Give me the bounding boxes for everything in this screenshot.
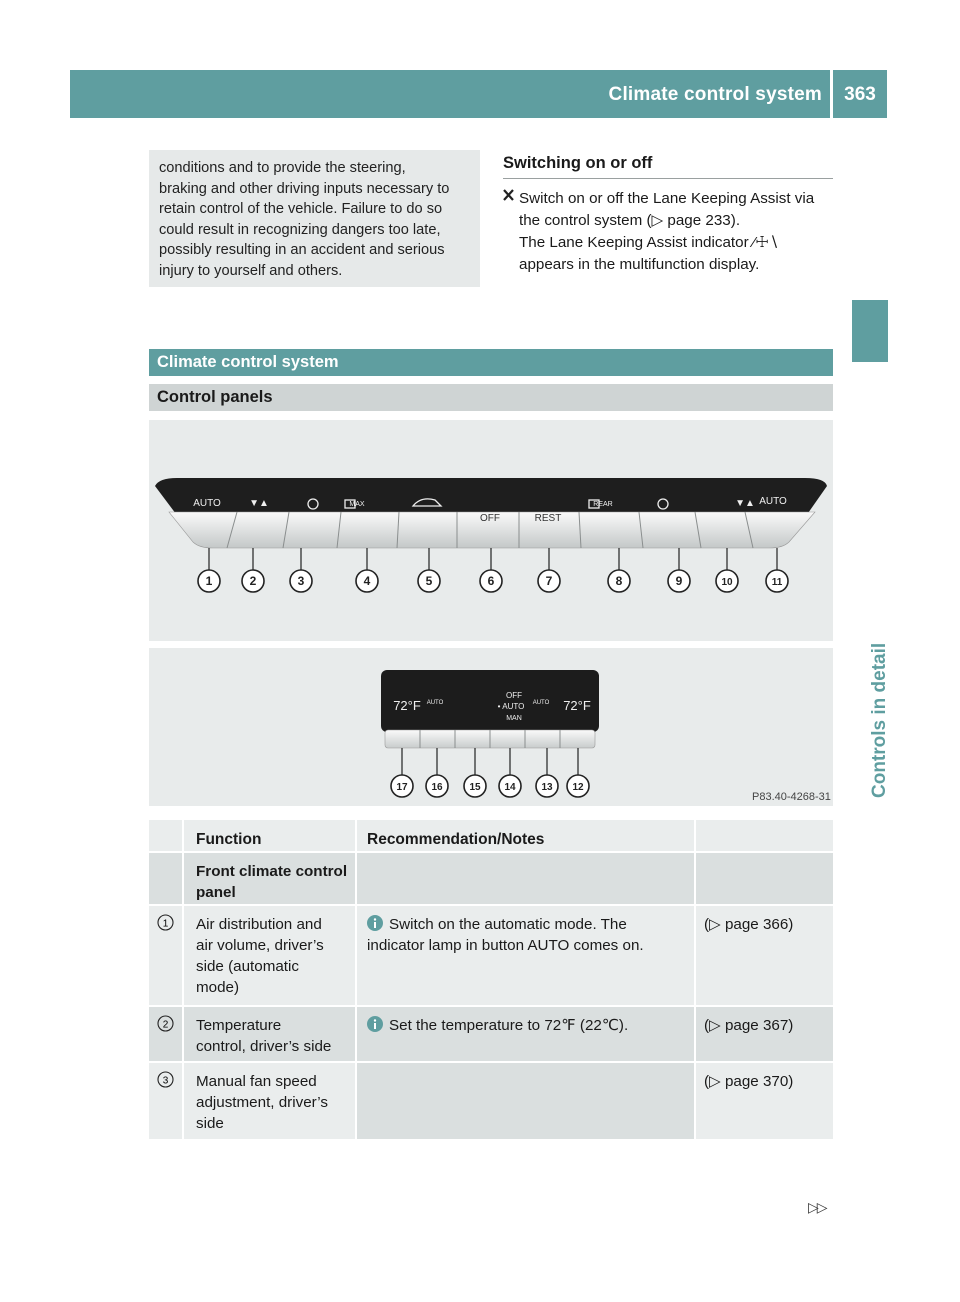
svg-text:6: 6 [487,574,495,588]
rear-auto-right: AUTO [532,700,550,706]
continue-arrows: ▷▷ [808,1199,826,1215]
rear-temp-left: 72°F [393,698,421,713]
svg-text:3: 3 [297,574,305,588]
chapter-tab-label: Controls in detail [869,642,890,798]
table-row [149,1063,833,1139]
table-row [149,906,833,1005]
svg-text:15: 15 [469,782,481,793]
figure-code: P83.40-4268-31 [752,791,831,803]
row-function: Manual fan speed adjustment, driver’s side [196,1073,328,1132]
switching-step: Switch on or off the Lane Keeping Assist via the control system (▷ page 233). The Lane Keeping Assist indicator ⁄☩∖ appears in the multifunction display. [519,190,815,273]
front-panel-svg [149,420,833,641]
header-function: Function [196,831,262,848]
svg-text:3: 3 [162,1075,169,1087]
subsection-header: Control panels [149,384,833,411]
row-page-ref: (▷ page 366) [704,916,794,933]
rear-panel-svg [149,648,833,806]
page-number: 363 [844,84,876,105]
svg-text:8: 8 [615,574,623,588]
step-arrow-icon [503,188,514,204]
row-page-ref: (▷ page 370) [704,1073,794,1090]
svg-text:10: 10 [721,577,733,588]
btn-rear: REAR [593,501,613,508]
switching-heading: Switching on or off [503,154,653,172]
svg-text:4: 4 [363,574,371,588]
heading-rule [503,178,833,179]
svg-text:9: 9 [675,574,683,588]
svg-text:12: 12 [572,782,584,793]
svg-text:5: 5 [425,574,433,588]
btn-temp-right: ▼▲ [735,498,755,509]
table-row [149,1007,833,1061]
btn-rest: REST [534,513,562,524]
svg-text:11: 11 [771,577,783,588]
btn-off: OFF [480,513,500,524]
group-label: Front climate control panel [196,863,348,901]
front-control-panel-illustration [149,420,833,641]
btn-auto-right: AUTO [759,496,787,507]
rear-mode-man: MAN [506,715,522,722]
callout-number-icon [157,1071,174,1088]
svg-text:17: 17 [396,782,408,793]
header-notes: Recommendation/Notes [367,831,545,848]
warning-box [149,150,480,287]
warning-text: conditions and to provide the steering, braking and other driving inputs necessary to retain control of the vehicle. Failure to do so could result in recognizing dangers too late, possibly resulting in an accident and serious injury to yourself and others. [159,160,450,279]
btn-max: MAX [349,501,365,508]
row-note: Set the temperature to 72℉ (22℃). [367,1015,692,1036]
btn-auto-left: AUTO [193,498,221,509]
btn-temp-left: ▼▲ [249,498,269,509]
svg-text:16: 16 [431,782,443,793]
callout-number-icon [157,914,174,931]
chapter-tab [836,378,902,798]
rear-control-panel-illustration [149,648,833,806]
rear-mode-off: OFF [506,691,522,700]
svg-text:2: 2 [162,1019,169,1031]
svg-text:14: 14 [504,782,516,793]
row-function: Air distribution and air volume, driver’s side (automatic mode) [196,916,324,996]
row-page-ref: (▷ page 367) [704,1017,794,1034]
svg-text:7: 7 [545,574,553,588]
row-note: Switch on the automatic mode. The indicator lamp in button AUTO comes on. [367,916,644,954]
rear-mode-auto: • AUTO [497,702,525,711]
page-header-title: Climate control system [608,84,822,105]
info-icon [367,915,383,931]
info-icon [367,1016,383,1032]
svg-text:1: 1 [162,918,169,930]
svg-text:13: 13 [541,782,553,793]
chapter-tab-marker [852,300,888,362]
table-group-row [149,853,833,904]
callout-number-icon [157,1015,174,1032]
row-function: Temperature control, driver’s side [196,1017,332,1055]
section-header: Climate control system [149,349,833,376]
rear-temp-right: 72°F [563,698,591,713]
svg-text:1: 1 [205,574,213,588]
rear-auto-left: AUTO [426,700,444,706]
table-header-row [149,820,833,851]
svg-text:2: 2 [249,574,257,588]
